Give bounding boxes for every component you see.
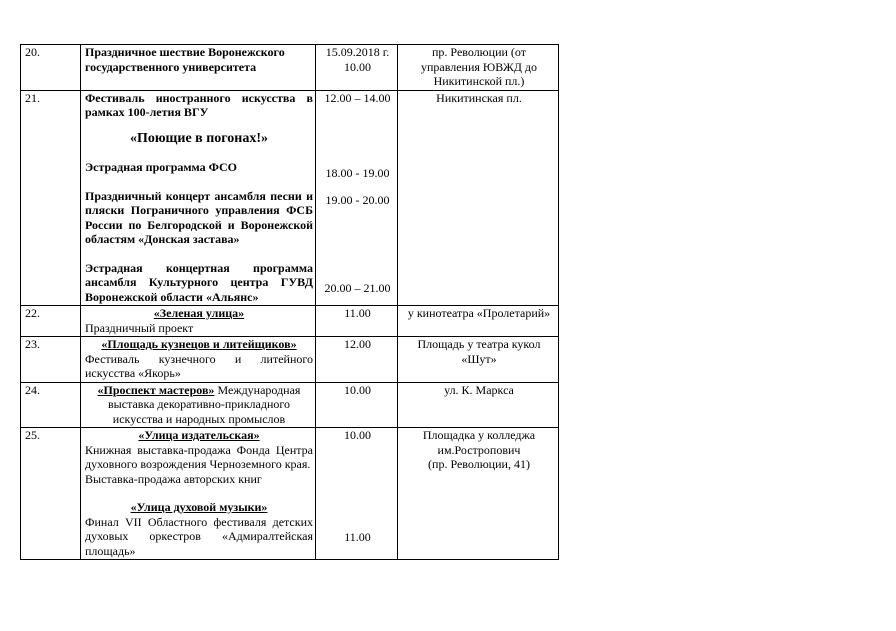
event-title: «Зеленая улица» xyxy=(153,306,245,320)
time-cell: 10.00 xyxy=(316,382,398,428)
event-cell xyxy=(81,382,316,428)
event-cell xyxy=(81,428,316,560)
event-title: Фестиваль иностранного искусства в рамках 100-летия ВГУ xyxy=(85,90,313,119)
place-cell: у кинотеатра «Пролетарий» xyxy=(398,306,559,337)
place-cell: Никитинская пл. xyxy=(398,90,559,306)
place-line: Площадка у колледжа им.Ростропович xyxy=(422,428,536,457)
place-cell: Площадь у театра кукол «Шут» xyxy=(398,337,559,383)
event-time: 12.00 – 14.00 xyxy=(324,90,391,105)
event-time: 20.00 – 21.00 xyxy=(324,281,391,295)
table-row xyxy=(21,337,559,383)
event-time: 10.00 xyxy=(344,428,371,442)
place-line: (пр. Революции, 41) xyxy=(428,457,530,471)
row-number: 20. xyxy=(21,45,81,91)
event-cell xyxy=(81,45,316,91)
event-part: Эстрадная программа ФСО xyxy=(85,160,237,174)
row-number: 25. xyxy=(21,428,81,560)
event-desc: Фестиваль кузнечного и литейного искусства «Якорь» xyxy=(85,351,313,380)
time-cell xyxy=(316,428,398,560)
table-row xyxy=(21,306,559,337)
table-row xyxy=(21,45,559,91)
event-time: 18.00 - 19.00 xyxy=(325,166,390,180)
event-time: 10.00 xyxy=(344,59,371,74)
event-desc: Финал VII Областного фестиваля детских духовых оркестров «Адмиралтейская площадь» xyxy=(85,514,313,558)
event-title: Праздничное шествие Воронежского государственного университета xyxy=(85,45,285,74)
event-slogan: «Поющие в погонах!» xyxy=(129,130,269,146)
event-time: 19.00 - 20.00 xyxy=(325,192,390,207)
row-number: 22. xyxy=(21,306,81,337)
event-desc: Международная выставка декоративно-прикладного искусства и народных промыслов xyxy=(108,382,301,426)
event-cell xyxy=(81,90,316,306)
event-desc: Праздничный проект xyxy=(85,320,194,335)
event-part: Праздничный концерт ансамбля песни и пляски Пограничного управления ФСБ России по Белгородской и Воронежской областям «Донская застава» xyxy=(85,188,313,246)
time-cell xyxy=(316,45,398,91)
event-title: «Площадь кузнецов и литейщиков» xyxy=(101,337,297,351)
row-number: 21. xyxy=(21,90,81,306)
event-desc: Выставка-продажа авторских книг xyxy=(85,471,262,486)
event-part: Эстрадная концертная программа ансамбля Культурного центра ГУВД Воронежской области «Альянс» xyxy=(85,260,313,304)
event-cell xyxy=(81,337,316,383)
row-number: 24. xyxy=(21,382,81,428)
place-cell xyxy=(398,428,559,560)
place-cell: пр. Революции (от управления ЮВЖД до Никитинской пл.) xyxy=(398,45,559,91)
event-title: «Улица духовой музыки» xyxy=(130,500,268,514)
event-date: 15.09.2018 г. xyxy=(325,45,390,59)
event-cell xyxy=(81,306,316,337)
table-row xyxy=(21,382,559,428)
table-row xyxy=(21,428,559,560)
event-title: «Проспект мастеров» xyxy=(97,382,215,397)
time-cell: 12.00 xyxy=(316,337,398,383)
event-title: «Улица издательская» xyxy=(138,428,260,442)
event-desc: Книжная выставка-продажа Фонда Центра духовного возрождения Черноземного края. xyxy=(85,442,313,471)
event-time: 11.00 xyxy=(344,529,371,544)
events-table xyxy=(20,44,559,560)
time-cell: 11.00 xyxy=(316,306,398,337)
time-cell xyxy=(316,90,398,306)
place-cell: ул. К. Маркса xyxy=(398,382,559,428)
row-number: 23. xyxy=(21,337,81,383)
table-row xyxy=(21,90,559,306)
